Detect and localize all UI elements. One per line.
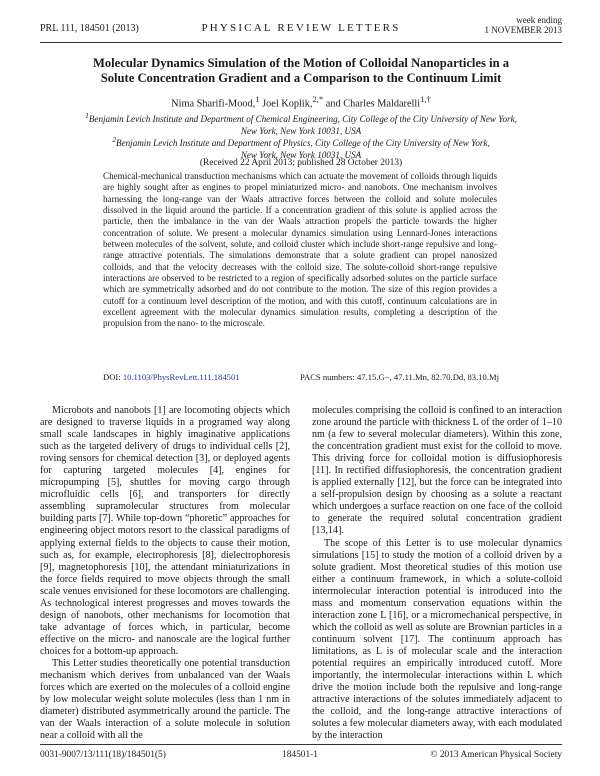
affiliation-2 [60, 134, 542, 161]
affiliation-1 [60, 110, 542, 137]
doi [103, 372, 240, 382]
author-1-affil: 1 [255, 94, 260, 104]
pacs-numbers: PACS numbers: 47.15.G−, 47.11.Mn, 82.70.Dd, 83.10.Mj [300, 372, 500, 382]
author-2: Joel Koplik, [259, 98, 313, 110]
body-paragraph: molecules comprising the colloid is confined to an interaction zone around the particle with thickness L of the order of 1–10 nm (a few to several molecular diameters). Within this zone, the concentration gradient must exist for the colloid to move. This driving force for colloidal motion is diffusiophoresis [11]. In rectified diffusiophoresis, the concentration gradient is applied externally [12], but the force can be integrated into a self-propulsion design by choosing as a solute a reactant which undergoes a surface reaction on one face of the colloid to generate the required solutal concentration gradient [13,14]. [312, 405, 562, 537]
author-3: and Charles Maldarelli [323, 98, 421, 110]
abstract: Chemical-mechanical transduction mechanisms which can actuate the movement of colloids through liquids are highly sought after as engines to propel miniaturized micro- and nanobots. One mechanism involves harnessing the long-range van der Waals attractive forces between the colloid and solute molecules dissolved in the liquid around the particle. If a concentration gradient of this solute is applied across the particle, then the imbalance in the van der Waals attraction propels the particle towards the higher concentration of solute. We present a molecular dynamics simulation using Lennard-Jones interactions between molecules of the solvent, solute, and colloid cluster which include short-range repulsive and long-range attractive potentials. The simulations demonstrate that a solute gradient can propel nanosized colloids, and that the velocity decreases with the colloid size. The solute-colloid short-range repulsive interactions are observed to be restricted to a region of specifically adsorbed solutes on the particle surface which are symmetrically adsorbed and do not contribute to the motion. The size of this region provides a cutoff for a continuum level description of the motion, and with this cutoff, continuum calculations are in excellent agreement with the molecular dynamics simulation results, completing a description of the propulsion from the nano- to the microscale. [103, 171, 497, 329]
affiliation-1-line-1: Benjamin Levich Institute and Department of Chemical Engineering, City College of the City University of New York, [88, 114, 517, 125]
doi-label: DOI: [103, 372, 123, 382]
received-date: (Received 22 April 2013; published 28 October 2013) [199, 158, 403, 168]
title-line-2: Solute Concentration Gradient and a Comparison to the Continuum Limit [100, 71, 502, 85]
body-column-right [312, 405, 562, 742]
author-2-affil: 2,* [312, 94, 324, 104]
affiliation-2-line-2: New York, New York 10031, USA [240, 149, 362, 160]
author-3-affil: 1,† [420, 94, 431, 104]
body-paragraph: Microbots and nanobots [1] are locomoting objects which are designed to traverse liquids in a programed way along small scale landscapes in highly imaginative applications such as the targeted delivery of drugs to individual cells [2], roving sensors for chemical detection [3], or deployed agents for capturing targeted molecules [4], engines for micropumping [5], shuttles for moving cargo through microfluidic cells [6], and transporters for directly assembling supramolecular structures from molecular building parts [7]. While top-down “phoretic” approaches for engineering object motors resort to the classical paradigms of applying external fields to the objects to cause their motion, such as, for example, electrophoresis [8], dielectrophoresis [9], magnetophoresis [10], the attendant miniaturizations in the force fields required to move objects through the small scale venues envisioned for these locomotors are challenging. As technological interest progresses and moves towards the design of nanobots, other mechanisms for locomotion that take advantage of forces which, in particular, become effective on the micro- and nanoscale are the logical further choices for a bottom-up approach. [40, 405, 290, 657]
page-number: 184501-1 [282, 750, 318, 760]
footer-divider [40, 744, 562, 745]
article-title [60, 56, 542, 86]
journal-reference: PRL 111, 184501 (2013) [40, 23, 139, 34]
week-ending [484, 15, 562, 35]
author-list [60, 94, 542, 109]
title-line-1: Molecular Dynamics Simulation of the Motion of Colloidal Nanoparticles in a [92, 56, 510, 70]
footer-issn: 0031-9007/13/111(18)/184501(5) [40, 750, 166, 760]
doi-link[interactable]: 10.1103/PhysRevLett.111.184501 [122, 372, 240, 382]
week-label: week ending [516, 15, 562, 25]
affiliation-2-line-1: Benjamin Levich Institute and Department of Physics, City College of the City University of New York, [116, 138, 490, 149]
author-1: Nima Sharifi-Mood, [171, 98, 256, 110]
journal-name: PHYSICAL REVIEW LETTERS [201, 22, 401, 34]
body-paragraph: The scope of this Letter is to use molecular dynamics simulations [15] to study the motion of a colloid driven by a solute gradient. Most theoretical studies of this motion use either a continuum framework, in which a solute-colloid intermolecular interaction potential is introduced into the mass and momentum conservation equations within the interaction zone L [16], or a micromechanical perspective, in which the colloid as well as solute are Brownian particles in a continuum solvent [17]. The continuum approach has limitations, as L is of molecular scale and the interaction potential requires an empirically introduced cutoff. More importantly, the intermolecular interactions within L which drive the motion include both the repulsive and long-range attractive interactions of the solutes immediately adjacent to the colloid, and the long-range attractive interactions of solutes a few molecular diameters away, with each modulated by the interaction [312, 537, 562, 742]
copyright: © 2013 American Physical Society [430, 750, 562, 760]
week-date: 1 NOVEMBER 2013 [484, 25, 562, 35]
affiliation-1-line-2: New York, New York 10031, USA [240, 125, 362, 136]
affiliation-2-mark: 2 [112, 135, 117, 144]
affiliation-1-mark: 1 [85, 111, 89, 120]
page-header [40, 14, 562, 38]
body-column-left [40, 405, 290, 742]
body-paragraph: This Letter studies theoretically one potential transduction mechanism which derives from unbalanced van der Waals forces which are exerted on the molecules of a colloid engine by low molecular weight solute molecules (less than 1 nm in diameter) distributed asymmetrically around the particle. The van der Waals interaction of a solute molecule in solution near a colloid with all the [40, 657, 290, 742]
header-divider [40, 42, 562, 43]
